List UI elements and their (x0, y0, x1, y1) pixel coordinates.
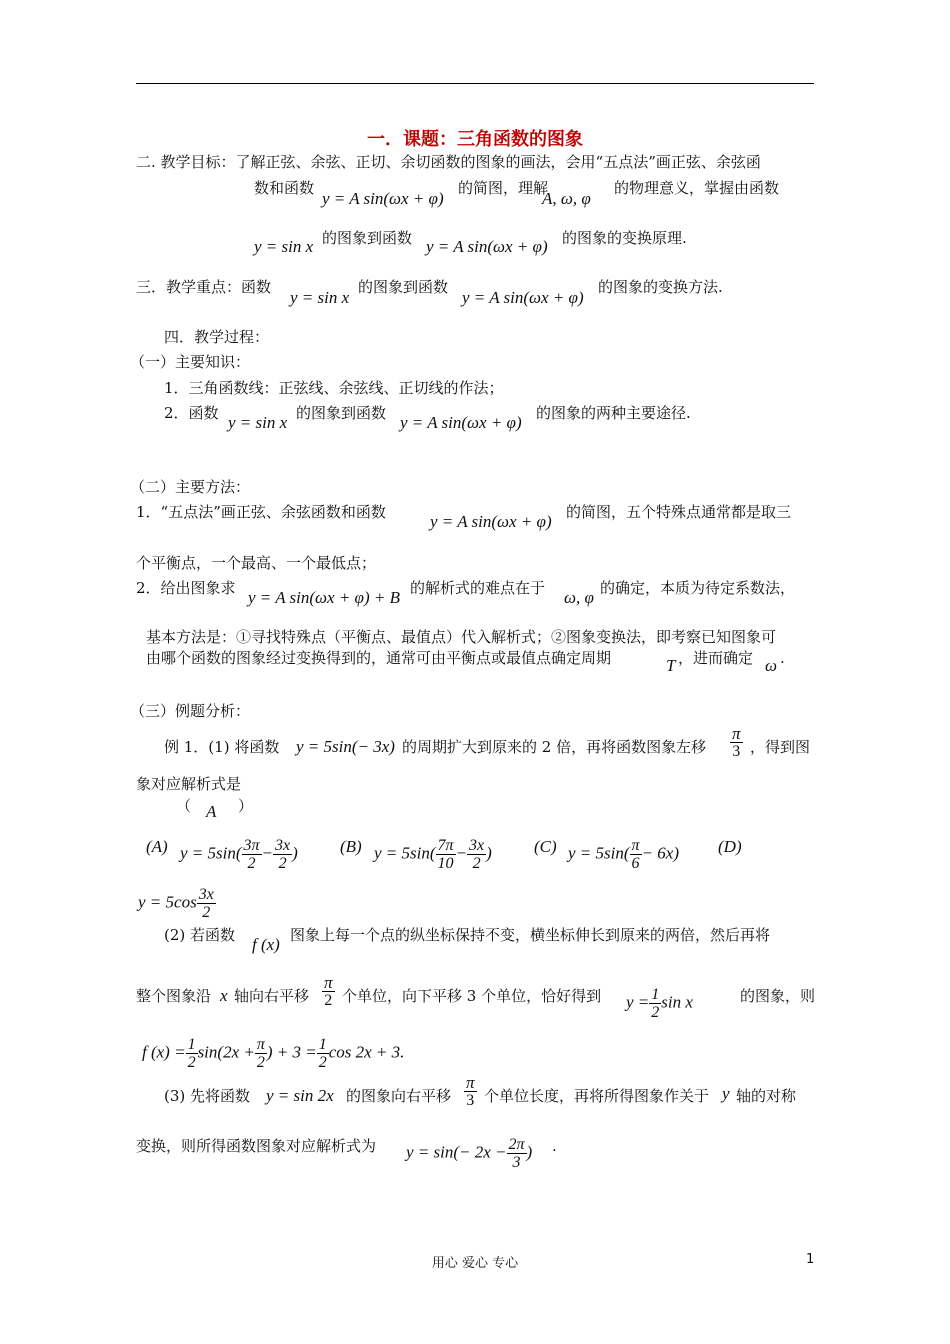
option-c-label: (C) (534, 837, 557, 856)
answer-paren-right: ） (238, 797, 254, 815)
formula-final: y = sin(− 2x − $\frac{2\pi}{3}$ ) (406, 1136, 533, 1171)
formula-y-sinx: y = sin x (254, 237, 314, 256)
objectives-line-1: 二. 教学目标：了解正弦、余弦、正切、余切函数的图象的画法，会用“五点法”画正弦、余弦函 (136, 153, 761, 171)
formula-w: ω (765, 656, 778, 675)
frac-pi-3-a: $\frac{\pi}{3}$ (732, 724, 741, 760)
formula-half-sinx: y = $\frac{1}{2}$ sin x (626, 986, 693, 1021)
knowledge-item-2b: 的图象到函数 (296, 404, 387, 422)
formula-x-axis: x (220, 986, 228, 1005)
method-1a: 1．“五点法”画正弦、余弦函数和函数 (136, 503, 386, 521)
knowledge-item-2c: 的图象的两种主要途径. (536, 404, 691, 422)
example1-d: 象对应解析式是 (136, 775, 242, 793)
option-c-expr: y = 5sin( $\frac{\pi}{6}$ − 6x) (568, 837, 679, 872)
example1-a: 例 1．(1) 将函数 (164, 738, 280, 756)
formula-w-phi: ω, φ (564, 588, 594, 607)
formula-y-asin-3: y = A sin(ωx + φ) (462, 288, 584, 307)
keypoint-a: 三．教学重点：函数 (136, 278, 272, 296)
option-b-expr: y = 5sin( $\frac{7\pi}{10}$ − $\frac{3x}{2}$ ) (374, 837, 492, 872)
method-2c: 的确定，本质为待定系数法， (600, 579, 796, 597)
frac-pi-2-a: $\frac{\pi}{2}$ (324, 973, 333, 1009)
objectives-line-2b: 的简图，理解 (458, 179, 549, 197)
example3-b: 的图象向右平移 (346, 1087, 452, 1105)
footer-text: 用心 爱心 专心 (431, 1256, 519, 1271)
knowledge-item-2a: 2．函数 (164, 404, 219, 422)
formula-y-sinx-3: y = sin x (228, 413, 288, 432)
examples-heading: （三）例题分析： (130, 702, 251, 720)
option-d-expr: y = 5cos $\frac{3x}{2}$ (138, 886, 214, 921)
example3-f: . (552, 1137, 557, 1155)
formula-y-asin: y = A sin(ωx + φ) (322, 189, 444, 208)
method-basic-1: 基本方法是：①寻找特殊点（平衡点、最值点）代入解析式；②图象变换法，即考察已知图象可 (146, 628, 777, 646)
formula-y-asin-2: y = A sin(ωx + φ) (426, 237, 548, 256)
header-rule (136, 83, 814, 84)
formula-y-asin-4: y = A sin(ωx + φ) (400, 413, 522, 432)
option-a-expr: y = 5sin( $\frac{3\pi}{2}$ − $\frac{3x}{2}$ ) (180, 837, 298, 872)
example1-c: ，得到图 (750, 738, 811, 756)
objectives-line-3c: 的图象的变换原理. (562, 229, 687, 247)
knowledge-heading: （一）主要知识： (130, 353, 251, 371)
objectives-line-2a: 数和函数 (254, 179, 315, 197)
formula-y-sin2x: y = sin 2x (266, 1086, 334, 1105)
page-title: 一．课题：三角函数的图象 (367, 129, 583, 150)
example2-b: 图象上每一个点的纵坐标保持不变，横坐标伸长到原来的两倍，然后再将 (290, 926, 771, 944)
frac-pi-3-b: $\frac{\pi}{3}$ (466, 1073, 475, 1109)
knowledge-item-1: 1．三角函数线：正弦线、余弦线、正切线的作法； (164, 379, 504, 397)
example2-d: 轴向右平移 (234, 987, 310, 1005)
option-a-label: (A) (146, 837, 168, 856)
method-1b: 的简图，五个特殊点通常都是取三 (566, 503, 792, 521)
example3-d: 轴的对称 (736, 1087, 797, 1105)
example2-a: (2) 若函数 (164, 926, 236, 944)
formula-T: T (666, 656, 676, 675)
answer-paren-left: （ (176, 797, 192, 815)
keypoint-c: 的图象的变换方法. (598, 278, 723, 296)
formula-y-asin-b: y = A sin(ωx + φ) + B (248, 588, 400, 607)
method-2b: 的解析式的难点在于 (410, 579, 546, 597)
option-d-label: (D) (718, 837, 742, 856)
formula-y-5sin: y = 5sin(− 3x) (296, 737, 395, 756)
method-basic-2a: 由哪个函数的图象经过变换得到的，通常可由平衡点或最值点确定周期 (146, 649, 612, 667)
objectives-line-2c: 的物理意义，掌握由函数 (614, 179, 780, 197)
example3-a: (3) 先将函数 (164, 1087, 251, 1105)
methods-heading: （二）主要方法： (130, 478, 251, 496)
process-heading: 四．教学过程： (164, 328, 270, 346)
formula-fx-solution: f (x) = $\frac{1}{2}$ sin(2x + $\frac{\pi}{2}$ ) + 3 = $\frac{1}{2}$ cos 2x + 3. (142, 1036, 405, 1071)
objectives-line-3b: 的图象到函数 (322, 229, 413, 247)
method-basic-2c: . (780, 649, 785, 667)
formula-y-sinx-2: y = sin x (290, 288, 350, 307)
page-number: 1 (806, 1252, 815, 1267)
formula-y-asin-5: y = A sin(ωx + φ) (430, 512, 552, 531)
method-basic-2b: ，进而确定 (678, 649, 754, 667)
keypoint-b: 的图象到函数 (358, 278, 449, 296)
example2-e: 个单位，向下平移 3 个单位，恰好得到 (342, 987, 602, 1005)
example3-c: 个单位长度，再将所得图象作关于 (484, 1087, 710, 1105)
option-b-label: (B) (340, 837, 362, 856)
example1-b: 的周期扩大到原来的 2 倍，再将函数图象左移 (402, 738, 707, 756)
example2-f: 的图象，则 (740, 987, 816, 1005)
example3-e: 变换，则所得函数图象对应解析式为 (136, 1137, 377, 1155)
answer-value: A (206, 802, 217, 821)
method-1c: 个平衡点，一个最高、一个最低点； (136, 554, 377, 572)
formula-params: A, ω, φ (542, 189, 591, 208)
method-2a: 2．给出图象求 (136, 579, 236, 597)
formula-fx: f (x) (252, 935, 280, 954)
formula-y-axis: y (722, 1084, 730, 1103)
example2-c: 整个图象沿 (136, 987, 212, 1005)
